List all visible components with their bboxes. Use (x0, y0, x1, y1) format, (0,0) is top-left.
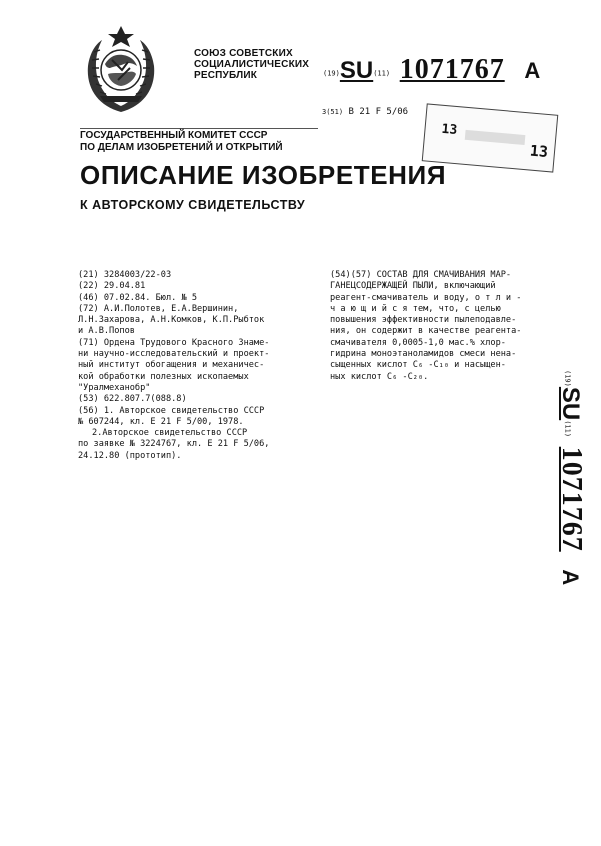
claim-line: ГАНЕЦСОДЕРЖАЩЕЙ ПЫЛИ, включающий (330, 281, 496, 292)
claim-line: гидрина моноэтаноламидов смеси нена- (330, 349, 517, 360)
biblio-line: (22) 29.04.81 (78, 281, 146, 292)
claim-line: (54)(57) СОСТАВ ДЛЯ СМАЧИВАНИЯ МАР- (330, 270, 512, 280)
ipc-code-prefix: 3(51) (322, 108, 344, 116)
ipc-class (322, 107, 408, 117)
ussr-emblem-icon (78, 22, 164, 118)
biblio-line: 24.12.80 (прототип). (78, 450, 182, 461)
union-line: СОЦИАЛИСТИЧЕСКИХ (194, 59, 310, 70)
biblio-line: (71) Ордена Трудового Красного Знаме- (78, 337, 270, 348)
biblio-line: и А.В.Попов (78, 326, 135, 337)
code-19: (19) (323, 69, 340, 78)
invention-claim (330, 270, 558, 383)
biblio-line: (21) 3284003/22-03 (78, 270, 172, 280)
side-kind-code: A (558, 569, 583, 586)
union-name (194, 48, 309, 81)
stamp-number-left: 13 (440, 121, 458, 139)
claim-line: сыщенных кислот C₆ -C₁₀ и насыщен- (330, 360, 506, 371)
biblio-line: (72) А.И.Полотев, Е.А.Вершинин, (78, 303, 239, 314)
biblio-line: по заявке № 3224767, кл. Е 21 F 5/06, (78, 439, 270, 450)
stamp-number-right: 13 (529, 141, 549, 162)
document-subtitle: К АВТОРСКОМУ СВИДЕТЕЛЬСТВУ (80, 198, 306, 212)
side-country-code: SU (557, 386, 584, 421)
patent-number: 1071767 (399, 54, 505, 85)
claim-line: повышения эффективности пылеподавле- (330, 315, 517, 326)
bibliographic-data (78, 270, 313, 462)
union-line: РЕСПУБЛИК (194, 70, 258, 81)
code-11: (11) (373, 69, 391, 78)
biblio-line: ни научно-исследовательский и проект- (78, 349, 270, 360)
side-code-11: (11) (563, 420, 572, 438)
side-publication-number (557, 370, 587, 670)
biblio-line: № 607244, кл. Е 21 F 5/00, 1978. (78, 416, 244, 427)
committee-line: ПО ДЕЛАМ ИЗОБРЕТЕНИЙ И ОТКРЫТИЙ (80, 142, 283, 153)
stamp-smudge (465, 130, 526, 145)
side-code-19: (19) (563, 370, 572, 387)
biblio-line: "Уралмеханобр" (78, 382, 151, 393)
publication-number (323, 54, 540, 86)
biblio-line: (46) 07.02.84. Бюл. № 5 (78, 292, 197, 303)
country-code: SU (339, 57, 374, 84)
biblio-line: 2.Авторское свидетельство СССР (92, 428, 248, 439)
biblio-line: (56) 1. Авторское свидетельство СССР (78, 405, 265, 416)
biblio-line: ный институт обогащения и механичес- (78, 360, 265, 371)
committee-line: ГОСУДАРСТВЕННЫЙ КОМИТЕТ СССР (80, 130, 268, 141)
union-line: СОЮЗ СОВЕТСКИХ (194, 48, 293, 59)
kind-code: A (524, 58, 541, 83)
claim-line: ния, он содержит в качестве реагента- (330, 326, 522, 337)
ipc-value: В 21 F 5/06 (348, 107, 409, 117)
biblio-line: Л.Н.Захарова, А.Н.Комков, К.П.Рыбток (78, 315, 265, 326)
claim-line: ных кислот C₆ -C₂₀. (330, 371, 429, 382)
biblio-line: (53) 622.807.7(088.8) (78, 394, 187, 405)
claim-line: реагент-смачиватель и воду, о т л и - (330, 292, 522, 303)
document-title: ОПИСАНИЕ ИЗОБРЕТЕНИЯ (80, 160, 447, 190)
side-patent-number: 1071767 (556, 446, 587, 552)
claim-line: ч а ю щ и й с я тем, что, с целью (330, 303, 501, 314)
claim-line: смачивателя 0,0005-1,0 мас.% хлор- (330, 337, 506, 348)
biblio-line: кой обработки полезных ископаемых (78, 371, 249, 382)
committee-name (80, 128, 318, 154)
